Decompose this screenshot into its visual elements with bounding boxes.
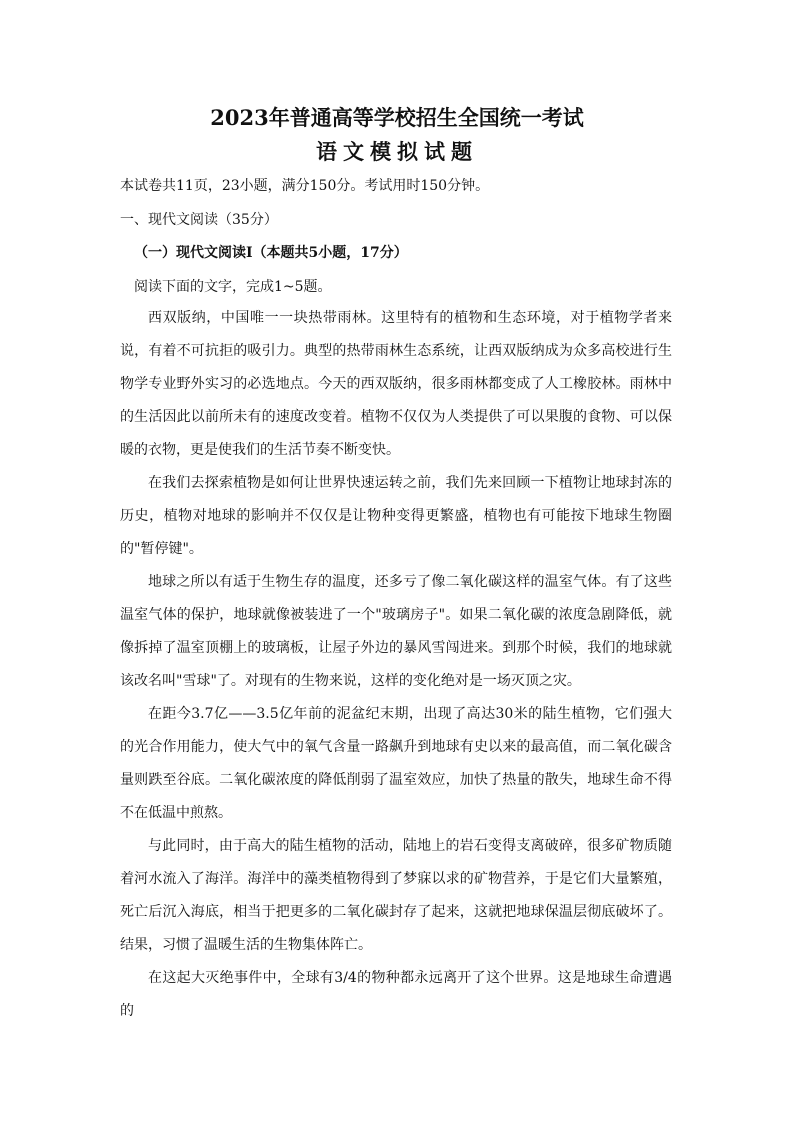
exam-subtitle: 语文模拟试题 [316,139,478,164]
exam-title: 2023年普通高等学校招生全国统一考试 [210,105,584,130]
section-heading-one: 一、现代文阅读（35分） [120,212,278,228]
subsection-heading-one: （一）现代文阅读Ⅰ（本题共5小题，17分） [134,245,408,261]
passage-paragraph-5: 与此同时，由于高大的陆生植物的活动，陆地上的岩石变得支离破碎，很多矿物质随着河水流入了海洋。海洋中的藻类植物得到了梦寐以求的矿物营养，于是它们大量繁殖，死亡后沉入海底，相当于把更多的二氧化碳封存了起来，这就把地球保温层彻底破坏了。结果，习惯了温暖生活的生物集体阵亡。 [120,838,672,953]
passage-paragraph-2: 在我们去探索植物是如何让世界快速运转之前，我们先来回顾一下植物让地球封冻的历史，植物对地球的影响并不仅仅是让物种变得更繁盛，植物也有可能按下地球生物圈的"暂停键"。 [120,475,672,557]
passage-paragraph-4: 在距今3.7亿——3.5亿年前的泥盆纪末期，出现了高达30米的陆生植物，它们强大的光合作用能力，使大气中的氧气含量一路飙升到地球有史以来的最高值，而二氧化碳含量则跌至谷底。二氧化碳浓度的降低削弱了温室效应，加快了热量的散失，地球生命不得不在低温中煎熬。 [120,706,672,821]
passage-paragraph-6: 在这起大灭绝事件中，全球有3/4的物种都永远离开了这个世界。这是地球生命遭遇的 [120,970,672,1019]
passage-paragraph-3: 地球之所以有适于生物生存的温度，还多亏了像二氧化碳这样的温室气体。有了这些温室气体的保护，地球就像被装进了一个"玻璃房子"。如果二氧化碳的浓度急剧降低，就像拆掉了温室顶棚上的玻璃板，让屋子外边的暴风雪闯进来。到那个时候，我们的地球就该改名叫"雪球"了。对现有的生物来说，这样的变化绝对是一场灭顶之灾。 [120,574,672,689]
reading-instruction: 阅读下面的文字，完成1~5题。 [134,279,332,295]
exam-intro: 本试卷共11页，23小题，满分150分。考试用时150分钟。 [120,178,490,194]
passage-paragraph-1: 西双版纳，中国唯一一块热带雨林。这里特有的植物和生态环境，对于植物学者来说，有着不可抗拒的吸引力。典型的热带雨林生态系统，让西双版纳成为众多高校进行生物学专业野外实习的必选地点。今天的西双版纳，很多雨林都变成了人工橡胶林。雨林中的生活因此以前所未有的速度改变着。植物不仅仅为人类提供了可以果腹的食物、可以保暖的衣物，更是使我们的生活节奏不断变快。 [120,310,672,458]
